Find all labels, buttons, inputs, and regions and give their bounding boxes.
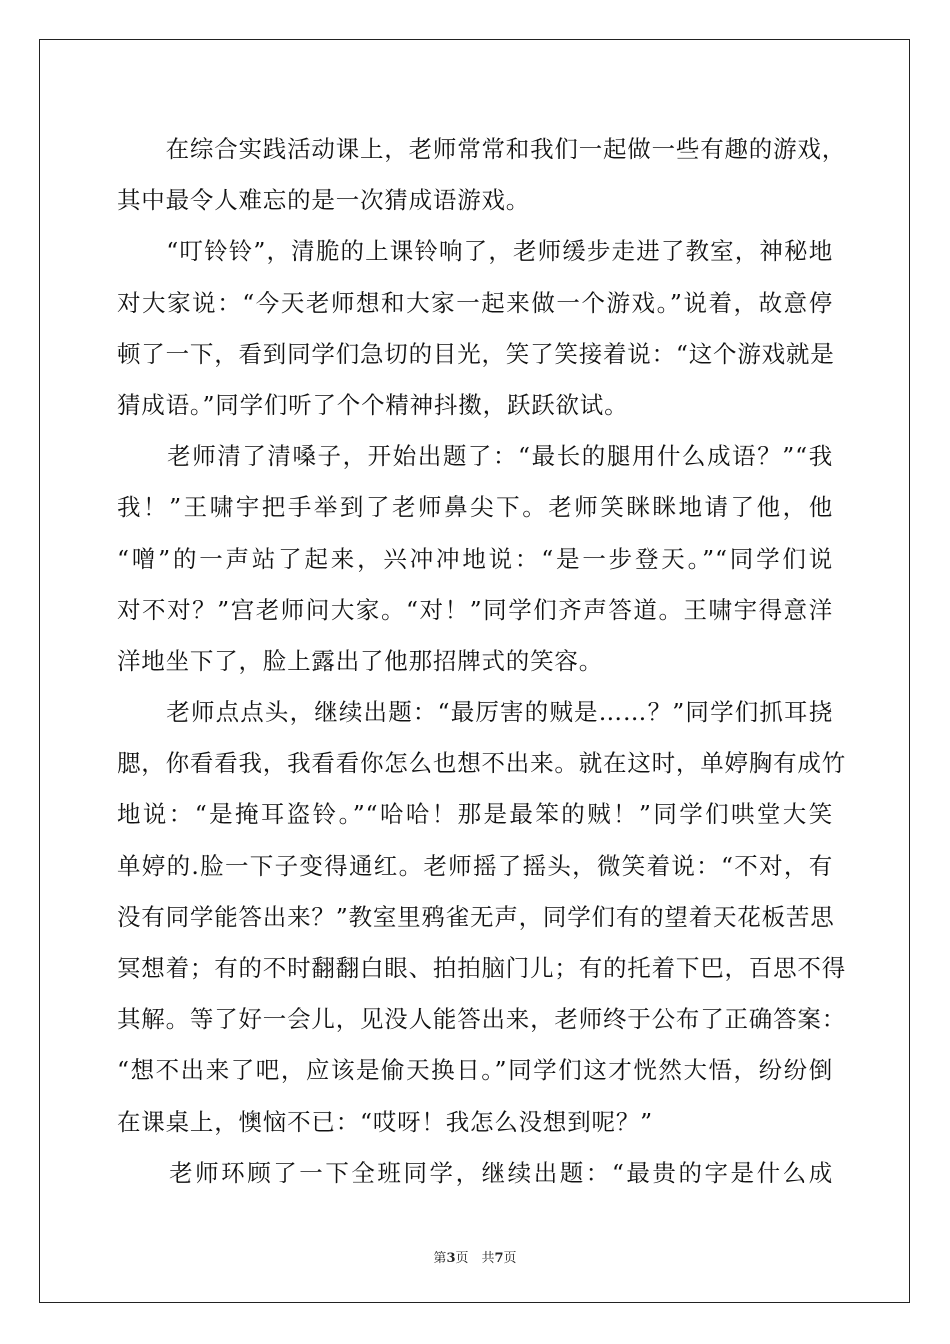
text-line: 在综合实践活动课上，老师常常和我们一起做一些有趣的游戏， — [117, 135, 846, 163]
text-line: 没有同学能答出来？”教室里鸦雀无声，同学们有的望着天花板苦思 — [117, 902, 835, 931]
text-line: 在课桌上，懊恼不已：“哎呀！我怎么没想到呢？” — [117, 1107, 653, 1136]
text-line: 单婷的.脸一下子变得通红。老师摇了摇头，微笑着说：“不对，有 — [117, 851, 833, 880]
text-line: 老师清了清嗓子，开始出题了：“最长的腿用什么成语？”“我 — [117, 442, 833, 471]
document-body — [117, 124, 846, 1199]
text-line: 地说：“是掩耳盗铃。”“哈哈！那是最笨的贼！”同学们哄堂大笑 — [117, 800, 833, 829]
text-line: “叮铃铃”，清脆的上课铃响了，老师缓步走进了教室，神秘地 — [117, 237, 833, 266]
total-page-number: 7 — [494, 1251, 504, 1266]
text-line: 腮，你看看我，我看看你怎么也想不出来。就在这时，单婷胸有成竹 — [117, 749, 846, 778]
text-line: 猜成语。”同学们听了个个精神抖擞，跃跃欲试。 — [117, 390, 629, 419]
text-line: “噌”的一声站了起来，兴冲冲地说：“是一步登天。”“同学们说 — [117, 544, 833, 573]
text-line: 我！”王啸宇把手举到了老师鼻尖下。老师笑眯眯地请了他，他 — [117, 493, 833, 522]
page-number-footer — [0, 1247, 950, 1266]
current-page-number: 3 — [446, 1251, 456, 1266]
text-line: 顿了一下，看到同学们急切的目光，笑了笑接着说：“这个游戏就是 — [117, 339, 835, 368]
page-separator: 页 共 — [455, 1251, 495, 1266]
text-line: 其解。等了好一会儿，见没人能答出来，老师终于公布了正确答案： — [117, 1005, 846, 1034]
text-line: 其中最令人难忘的是一次猜成语游戏。 — [117, 186, 531, 215]
text-line: 冥想着；有的不时翻翻白眼、拍拍脑门儿；有的托着下巴，百思不得 — [117, 954, 846, 982]
page-suffix: 页 — [503, 1251, 517, 1266]
text-line: 对大家说：“今天老师想和大家一起来做一个游戏。”说着，故意停 — [117, 288, 833, 317]
text-line: 老师环顾了一下全班同学，继续出题：“最贵的字是什么成 — [117, 1158, 833, 1187]
text-line: 对不对？”宫老师问大家。“对！”同学们齐声答道。王啸宇得意洋 — [117, 595, 833, 624]
text-line: 老师点点头，继续出题：“最厉害的贼是……？”同学们抓耳挠 — [117, 698, 833, 727]
text-line: 洋地坐下了，脸上露出了他那招牌式的笑容。 — [117, 646, 603, 675]
text-line: “想不出来了吧，应该是偷天换日。”同学们这才恍然大悟，纷纷倒 — [117, 1056, 833, 1085]
page-prefix: 第 — [433, 1251, 447, 1266]
